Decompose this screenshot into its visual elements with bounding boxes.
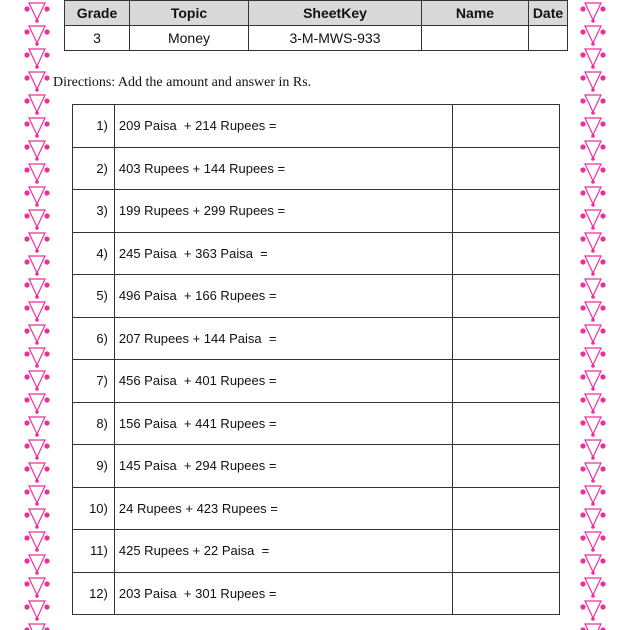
answer-box[interactable] [452, 275, 559, 318]
problem-expression: 245 Paisa + 363 Paisa = [114, 232, 452, 275]
problem-expression: 403 Rupees + 144 Rupees = [114, 147, 452, 190]
date-column-header: Date [529, 1, 568, 26]
problem-expression: 456 Paisa + 401 Rupees = [114, 360, 452, 403]
problem-number: 6) [73, 317, 115, 360]
decorative-border-left [24, 0, 50, 630]
problem-number: 11) [73, 530, 115, 573]
problem-expression: 203 Paisa + 301 Rupees = [114, 572, 452, 615]
header-row [65, 1, 568, 26]
worksheet-header-table [64, 0, 568, 51]
answer-box[interactable] [452, 402, 559, 445]
answer-box[interactable] [452, 232, 559, 275]
topic-value: Money [130, 26, 249, 51]
problem-expression: 24 Rupees + 423 Rupees = [114, 487, 452, 530]
answer-box[interactable] [452, 190, 559, 233]
problem-row [73, 530, 560, 573]
name-field[interactable] [422, 26, 529, 51]
problem-row [73, 275, 560, 318]
answer-box[interactable] [452, 487, 559, 530]
answer-box[interactable] [452, 445, 559, 488]
answer-box[interactable] [452, 360, 559, 403]
answer-box[interactable] [452, 147, 559, 190]
answer-box[interactable] [452, 530, 559, 573]
problem-row [73, 360, 560, 403]
problem-row [73, 190, 560, 233]
date-field[interactable] [529, 26, 568, 51]
sheetkey-column-header: SheetKey [249, 1, 422, 26]
grade-value: 3 [65, 26, 130, 51]
answer-box[interactable] [452, 572, 559, 615]
problem-row [73, 402, 560, 445]
problem-number: 2) [73, 147, 115, 190]
answer-box[interactable] [452, 317, 559, 360]
header-values-row [65, 26, 568, 51]
decorative-border-right [580, 0, 606, 630]
name-column-header: Name [422, 1, 529, 26]
directions-text: Directions: Add the amount and answer in Rs. [53, 75, 312, 90]
problem-number: 5) [73, 275, 115, 318]
problem-row [73, 487, 560, 530]
problem-number: 8) [73, 402, 115, 445]
problem-row [73, 232, 560, 275]
problem-number: 9) [73, 445, 115, 488]
problem-row [73, 147, 560, 190]
problem-row [73, 105, 560, 148]
problem-row [73, 572, 560, 615]
problem-number: 1) [73, 105, 115, 148]
problem-number: 3) [73, 190, 115, 233]
problem-number: 12) [73, 572, 115, 615]
problem-expression: 496 Paisa + 166 Rupees = [114, 275, 452, 318]
problem-expression: 425 Rupees + 22 Paisa = [114, 530, 452, 573]
grade-column-header: Grade [65, 1, 130, 26]
sheetkey-value: 3-M-MWS-933 [249, 26, 422, 51]
problem-number: 4) [73, 232, 115, 275]
problem-expression: 156 Paisa + 441 Rupees = [114, 402, 452, 445]
problem-number: 7) [73, 360, 115, 403]
answer-box[interactable] [452, 105, 559, 148]
problems-table [72, 104, 560, 615]
problem-row [73, 317, 560, 360]
problem-expression: 209 Paisa + 214 Rupees = [114, 105, 452, 148]
problem-number: 10) [73, 487, 115, 530]
problem-row [73, 445, 560, 488]
problem-expression: 145 Paisa + 294 Rupees = [114, 445, 452, 488]
topic-column-header: Topic [130, 1, 249, 26]
problem-expression: 207 Rupees + 144 Paisa = [114, 317, 452, 360]
problem-expression: 199 Rupees + 299 Rupees = [114, 190, 452, 233]
